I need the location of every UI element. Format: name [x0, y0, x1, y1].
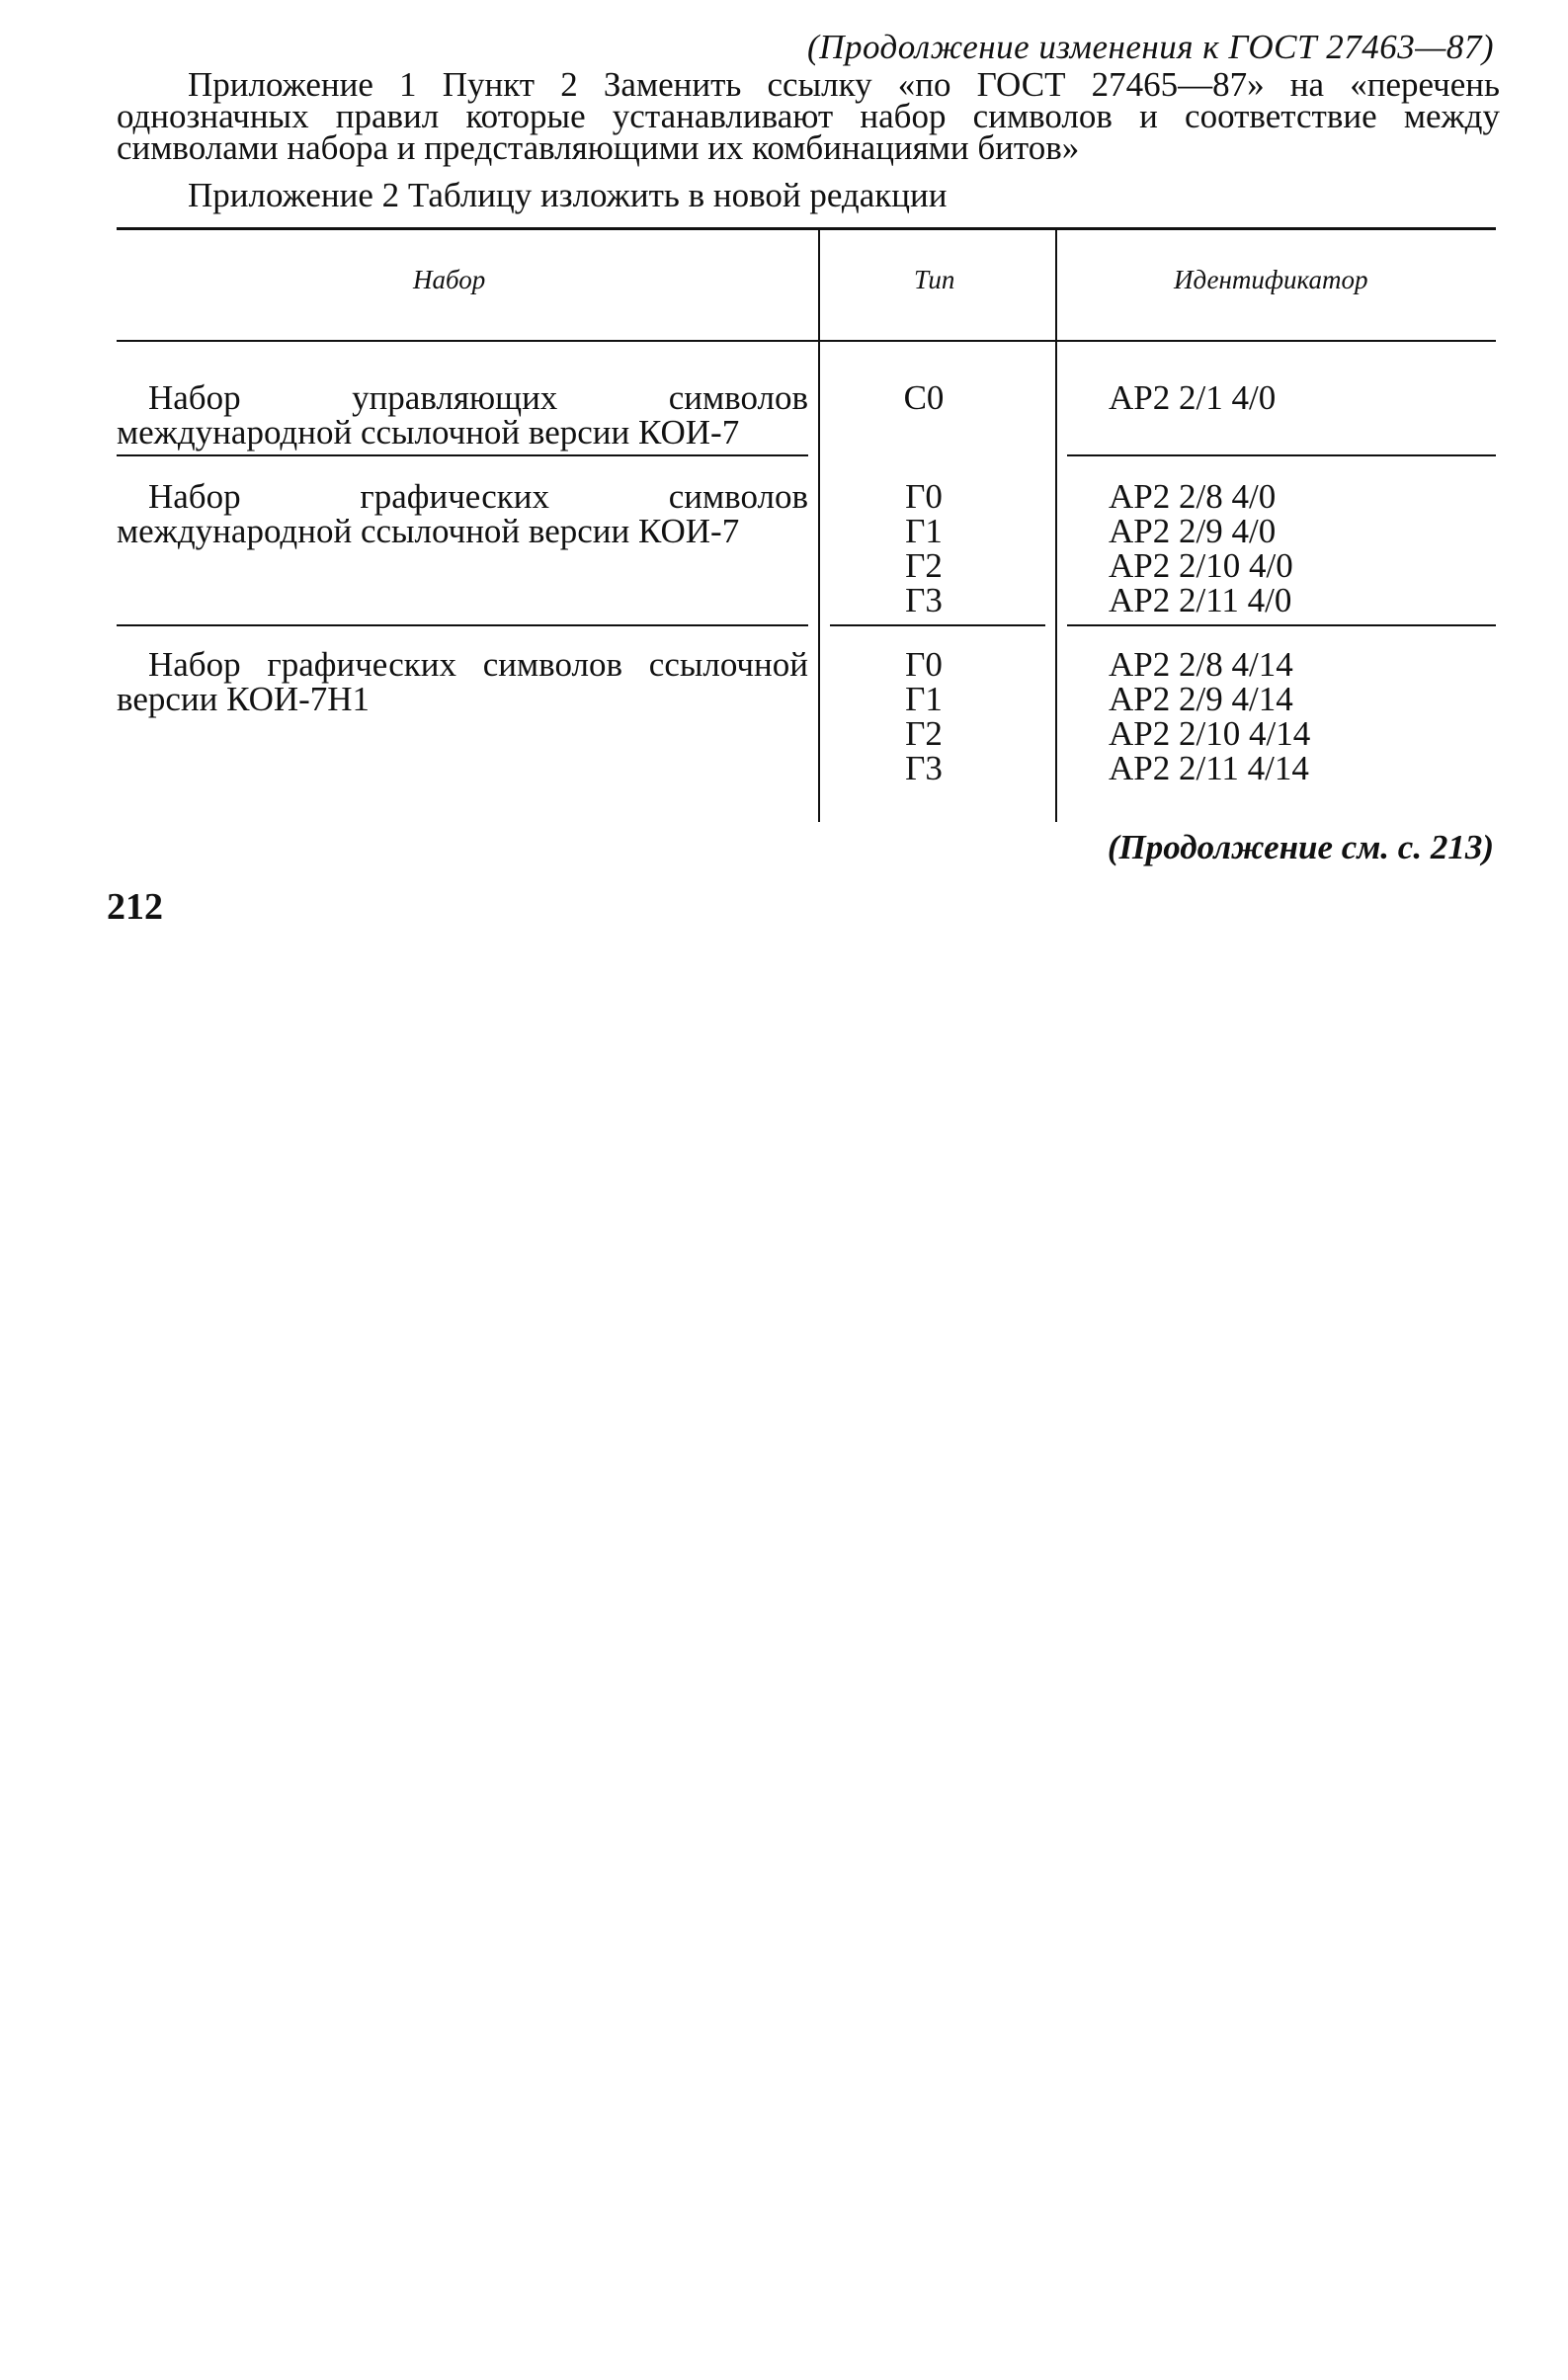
row-1-set: Набор управляющих символов международной ссылочной версии КОИ-7 — [117, 378, 808, 451]
row-3-types — [869, 647, 978, 785]
row-3-id-2: АР2 2/10 4/14 — [1109, 714, 1311, 753]
paragraph-appendix-2: Приложение 2 Таблицу изложить в новой редакции — [188, 176, 948, 214]
table-top-rule — [117, 227, 1496, 230]
row-2-rule-mid — [830, 624, 1045, 626]
row-2-type-2: Г2 — [905, 546, 943, 585]
page-number: 212 — [107, 886, 163, 928]
paragraph-appendix-1: Приложение 1 Пункт 2 Заменить ссылку «по ГОСТ 27465—87» на «перечень однозначных правил которые устанавливают набор символов и соответствие между символами набора и представляющими их комбинациями битов» — [117, 65, 1500, 167]
column-divider-1 — [818, 229, 820, 822]
column-header-set: Набор — [413, 265, 486, 294]
row-3-type-2: Г2 — [905, 714, 943, 753]
row-2-id-1: АР2 2/9 4/0 — [1109, 512, 1277, 550]
row-1-rule-left — [117, 454, 808, 456]
row-2-id-0: АР2 2/8 4/0 — [1109, 477, 1277, 516]
row-3-id-0: АР2 2/8 4/14 — [1109, 645, 1293, 684]
row-2-id-3: АР2 2/11 4/0 — [1109, 581, 1292, 619]
row-3-id-3: АР2 2/11 4/14 — [1109, 749, 1309, 787]
column-header-type: Тип — [914, 265, 955, 294]
row-3-id-1: АР2 2/9 4/14 — [1109, 680, 1293, 718]
row-3-type-0: Г0 — [905, 645, 943, 684]
row-2-set: Набор графических символов международной ссылочной версии КОИ-7 — [117, 477, 808, 550]
row-1-ids — [1109, 380, 1484, 415]
row-3-type-1: Г1 — [905, 680, 943, 718]
row-1-id-0: АР2 2/1 4/0 — [1109, 378, 1277, 417]
continuation-note: (Продолжение см. с. 213) — [1107, 828, 1494, 866]
row-1-types — [869, 380, 978, 415]
column-divider-2 — [1055, 229, 1057, 822]
row-1-type-0: С0 — [903, 378, 945, 417]
row-1-rule-right — [1067, 454, 1496, 456]
row-2-rule-left — [117, 624, 808, 626]
row-2-type-0: Г0 — [905, 477, 943, 516]
table-header-rule — [117, 340, 1496, 342]
row-2-rule-right — [1067, 624, 1496, 626]
row-2-ids — [1109, 479, 1484, 617]
column-header-identifier: Идентификатор — [1174, 265, 1368, 294]
row-3-ids — [1109, 647, 1484, 785]
row-2-id-2: АР2 2/10 4/0 — [1109, 546, 1293, 585]
row-2-type-3: Г3 — [905, 581, 943, 619]
running-header: (Продолжение изменения к ГОСТ 27463—87) — [807, 28, 1494, 66]
row-3-set: Набор графических символов ссылочной версии КОИ-7Н1 — [117, 645, 808, 718]
row-3-type-3: Г3 — [905, 749, 943, 787]
row-2-types — [869, 479, 978, 617]
row-2-type-1: Г1 — [905, 512, 943, 550]
